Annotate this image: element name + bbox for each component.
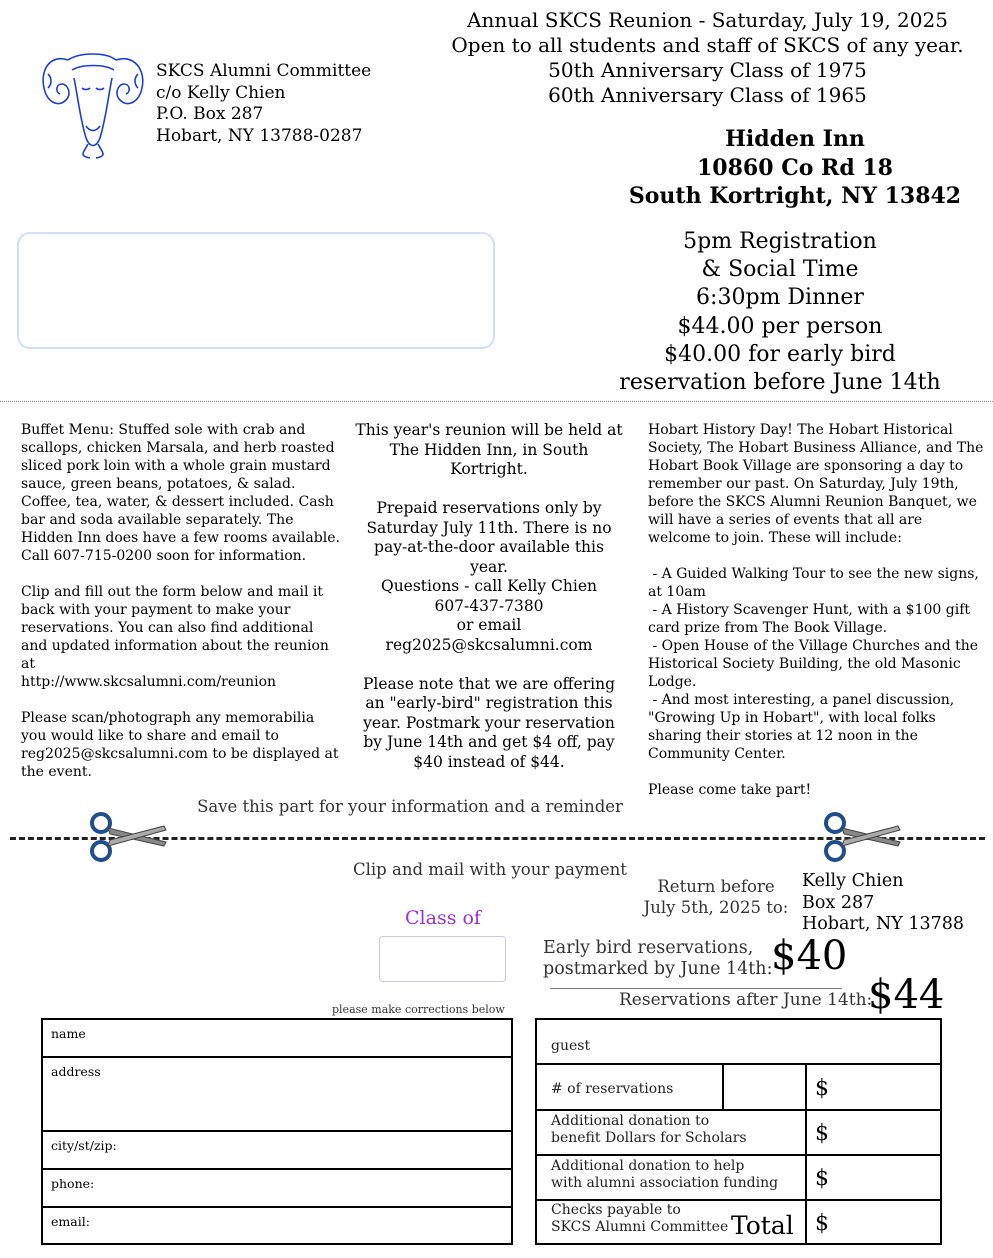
early-bird-price: $40 <box>771 933 848 979</box>
donation-line: Additional donation to <box>551 1113 710 1129</box>
reservation-info-column: This year's reunion will be held at The Hidden Inn, in South Kortright. Prepaid reservations only by Saturday July 11th. There is no pay-at-the-door available this year. Questions - call Kelly Chien 607-437-7380 or email reg2025@skcsalumni.com Please note that we are offering an "early-bird" registration this year. Postmark your reservation by June 14th and get $4 off, pay $40 instead of $44. <box>355 421 623 771</box>
event-header <box>430 8 985 108</box>
return-before-line: July 5th, 2025 to: <box>643 898 789 917</box>
contact-form <box>41 1018 513 1245</box>
scissors-icon <box>88 810 168 864</box>
ram-logo <box>38 48 148 160</box>
column-divider <box>805 1111 807 1154</box>
guest-label: guest <box>551 1038 591 1054</box>
dollar-sign: $ <box>815 1211 829 1236</box>
fold-line <box>0 401 993 402</box>
payment-form <box>535 1018 942 1245</box>
donation-line: benefit Dollars for Scholars <box>551 1130 747 1146</box>
total-row[interactable] <box>537 1201 940 1243</box>
clip-note: Clip and mail with your payment <box>353 860 627 879</box>
reservations-row <box>537 1065 940 1111</box>
donation-line: with alumni association funding <box>551 1175 779 1191</box>
mailing-label-window <box>17 232 495 349</box>
dollar-sign: $ <box>815 1121 829 1146</box>
scholarship-donation-label <box>551 1113 747 1147</box>
address-field[interactable] <box>43 1058 511 1132</box>
checks-payable-label <box>551 1202 728 1236</box>
return-address-line: SKCS Alumni Committee <box>156 61 372 81</box>
column-divider <box>805 1201 807 1243</box>
mail-to-line: Box 287 <box>802 892 875 913</box>
dollar-sign: $ <box>815 1166 829 1191</box>
anniversary-line: 50th Anniversary Class of 1975 <box>548 58 867 82</box>
event-subtitle: Open to all students and staff of SKCS of any year. <box>451 33 964 57</box>
save-note: Save this part for your information and a reminder <box>197 797 623 816</box>
venue-city: South Kortright, NY 13842 <box>628 183 962 209</box>
phone-label: phone: <box>51 1176 95 1191</box>
menu-info-column: Buffet Menu: Stuffed sole with crab and scallops, chicken Marsala, and herb roasted sliced pork loin with a whole grain mustard sauce, green beans, potatoes, & salad. Coffee, tea, water, & dessert included. Cash bar and soda available separately. The Hidden Inn does have a few rooms available. Call 607-715-0200 soon for information. Clip and fill out the form below and mail it back with your payment to make your reservations. You can also find additional and updated information about the reunion at http://www.skcsalumni.com/reunion Please scan/photograph any memorabilia you would like to share and email to reg2025@skcsalumni.com to be displayed at the event. <box>21 422 340 780</box>
return-address-line: Hobart, NY 13788-0287 <box>156 125 363 146</box>
schedule-block <box>605 228 955 397</box>
name-label: name <box>51 1026 86 1041</box>
schedule-line: $40.00 for early bird <box>664 341 896 367</box>
mail-to-line: Hobart, NY 13788 <box>802 914 965 934</box>
column-divider <box>805 1065 807 1109</box>
association-donation-row[interactable] <box>537 1156 940 1201</box>
return-address-line: P.O. Box 287 <box>156 104 264 124</box>
return-before-label <box>640 876 792 918</box>
return-address-block <box>156 61 371 147</box>
checks-line: SKCS Alumni Committee <box>551 1219 729 1235</box>
phone-field[interactable] <box>43 1170 511 1208</box>
anniversary-line: 60th Anniversary Class of 1965 <box>548 83 867 107</box>
donation-line: Additional donation to help <box>551 1158 745 1174</box>
venue-name: Hidden Inn <box>725 126 865 152</box>
scissors-icon <box>822 810 902 864</box>
late-price: $44 <box>868 972 945 1018</box>
city-state-zip-label: city/st/zip: <box>51 1138 117 1153</box>
corrections-note: please make corrections below <box>332 1003 505 1016</box>
schedule-line: 5pm Registration <box>683 229 877 254</box>
return-before-line: Return before <box>657 877 775 896</box>
schedule-line: 6:30pm Dinner <box>696 285 864 311</box>
history-day-column: Hobart History Day! The Hobart Historical Society, The Hobart Business Alliance, and The Hobart Book Village are sponsoring a day to remember our past. On Saturday, July 19th, before the SKCS Alumni Reunion Banquet, we will have a series of events that all are welcome to join. These will include: - A Guided Walking Tour to see the new signs, at 10am - A History Scavenger Hunt, with a $100 gift card prize from The Book Village. - Open House of the Village Churches and the Historical Society Building, the old Masonic Lodge. - And most interesting, a panel discussion, "Growing Up in Hobart", with local folks sharing their stories at 12 noon in the Community Center. Please come take part! <box>648 422 984 798</box>
return-address-line: c/o Kelly Chien <box>156 82 286 103</box>
early-bird-line: postmarked by June 14th: <box>543 959 773 979</box>
schedule-line: reservation before June 14th <box>619 370 941 396</box>
price-divider <box>550 988 842 989</box>
email-label: email: <box>51 1214 90 1229</box>
venue-street: 10860 Co Rd 18 <box>697 154 893 181</box>
venue-block <box>620 125 970 211</box>
reservations-count-input[interactable] <box>724 1065 804 1109</box>
guest-field[interactable] <box>537 1020 940 1065</box>
checks-line: Checks payable to <box>551 1202 681 1218</box>
schedule-line: $44.00 per person <box>677 313 883 339</box>
address-label: address <box>51 1064 101 1079</box>
association-donation-label <box>551 1158 778 1192</box>
city-state-zip-field[interactable] <box>43 1132 511 1170</box>
dollar-sign: $ <box>815 1076 829 1101</box>
late-price-label: Reservations after June 14th: <box>619 990 873 1010</box>
class-of-input[interactable] <box>379 936 506 982</box>
mail-to-address <box>802 871 964 936</box>
scholarship-donation-row[interactable] <box>537 1111 940 1156</box>
reservations-label: # of reservations <box>551 1081 674 1097</box>
column-divider <box>805 1156 807 1199</box>
total-label: Total <box>731 1211 794 1240</box>
email-field[interactable] <box>43 1208 511 1243</box>
early-bird-label <box>543 938 772 980</box>
event-title: Annual SKCS Reunion - Saturday, July 19, 2025 <box>467 8 948 32</box>
mail-to-line: Kelly Chien <box>802 871 904 891</box>
early-bird-line: Early bird reservations, <box>543 938 754 958</box>
name-field[interactable] <box>43 1020 511 1058</box>
class-of-label: Class of <box>405 907 481 929</box>
schedule-line: & Social Time <box>701 257 859 283</box>
